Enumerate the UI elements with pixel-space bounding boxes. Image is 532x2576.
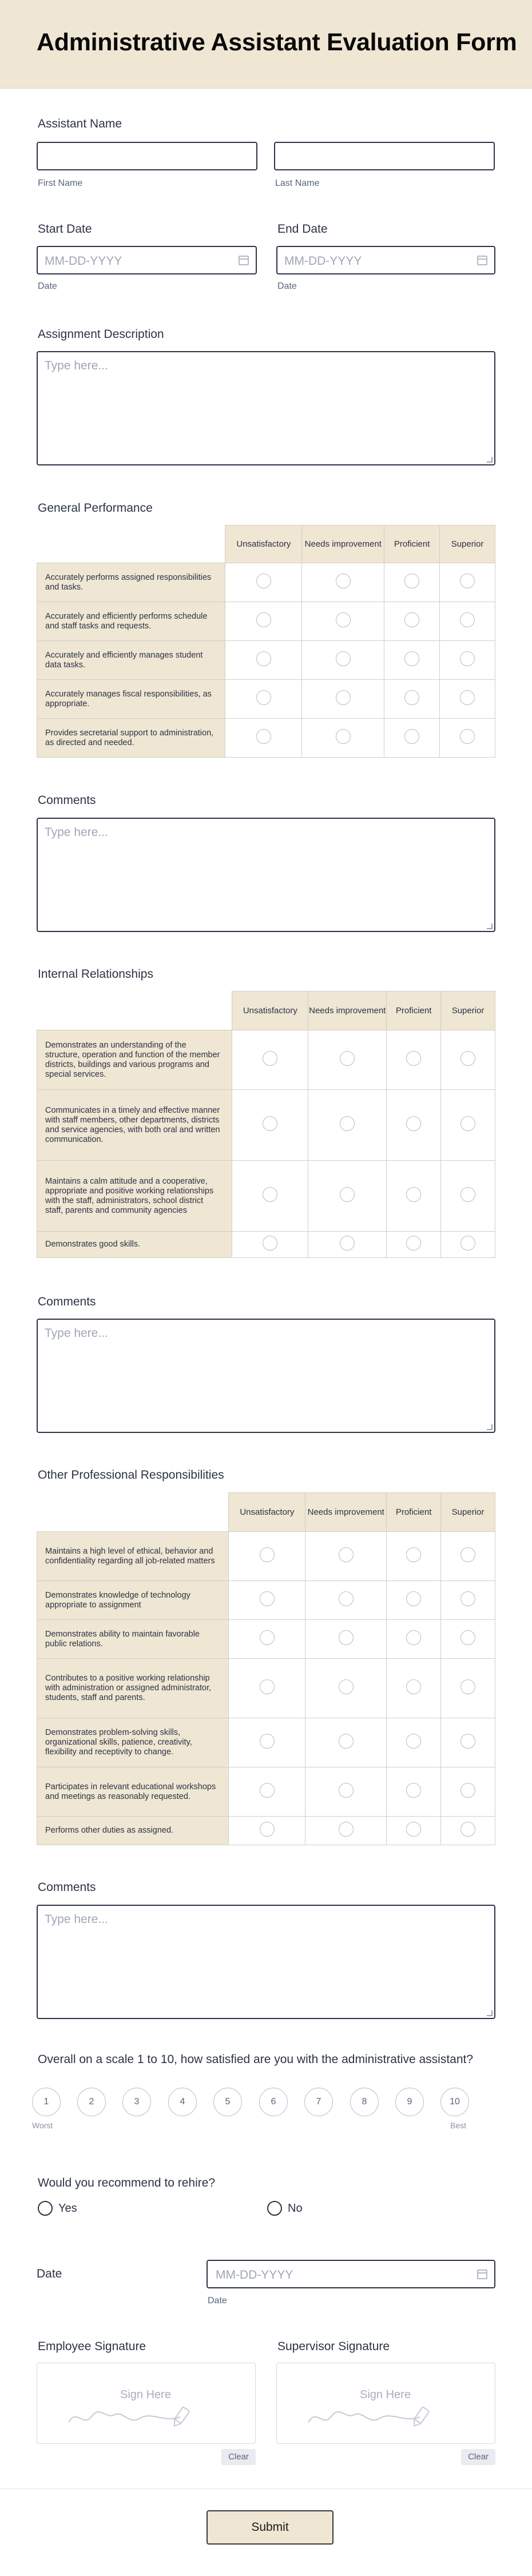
date-input[interactable] [207,2260,495,2288]
row-label: Maintains a high level of ethical, behavior and confidentiality regarding all job-related matters [37,1532,229,1581]
radio-option[interactable] [256,690,271,705]
matrix-row [37,1817,495,1845]
employee-signature-pad[interactable] [37,2363,256,2444]
row-label: Accurately performs assigned responsibilities and tasks. [37,563,225,602]
column-header: Superior [440,525,495,563]
scale-option-7[interactable]: 7 [304,2088,333,2116]
signature-scribble-icon [305,2402,454,2431]
other-responsibilities-matrix [37,1492,495,1845]
scale-option-4[interactable]: 4 [168,2088,197,2116]
radio-option[interactable] [460,729,475,744]
radio-option[interactable] [460,1591,475,1606]
supervisor-clear-button[interactable]: Clear [461,2449,495,2465]
radio-option[interactable] [460,1236,475,1251]
no-label: No [288,2202,303,2215]
date-label: Date [37,2267,62,2280]
radio-option[interactable] [339,1591,354,1606]
matrix-row [37,719,495,758]
resize-handle-icon[interactable] [487,2010,493,2016]
comments-placeholder: Type here... [45,826,108,839]
radio-option[interactable] [263,1236,277,1251]
radio-option[interactable] [339,1822,354,1837]
form-header [0,0,532,89]
radio-option[interactable] [336,574,351,588]
radio-option[interactable] [340,1187,355,1202]
radio-option[interactable] [256,729,271,744]
radio-option[interactable] [406,1051,421,1066]
calendar-icon[interactable] [477,256,487,265]
first-name-sublabel: First Name [38,178,83,188]
radio-option[interactable] [406,1734,421,1749]
signature-scribble-icon [66,2402,215,2431]
radio-option[interactable] [260,1591,275,1606]
assignment-description-label: Assignment Description [38,328,164,341]
row-label: Performs other duties as assigned. [37,1817,229,1845]
matrix-row [37,1232,495,1258]
row-label: Accurately manages fiscal responsibilities, as appropriate. [37,680,225,719]
sign-here-hint: Sign Here [120,2388,171,2401]
column-header: Unsatisfactory [225,525,302,563]
comments-label: Comments [38,1295,96,1308]
comments-placeholder: Type here... [45,1327,108,1340]
radio-option[interactable] [339,1547,354,1562]
yes-label: Yes [58,2202,77,2215]
column-header: Proficient [387,1493,441,1532]
row-label: Demonstrates good skills. [37,1232,232,1258]
comments-textarea[interactable] [37,818,495,932]
general-performance-title: General Performance [38,501,153,515]
matrix-row [37,641,495,680]
row-label: Contributes to a positive working relationship with administration or assigned administrator, students, staff and parents. [37,1659,229,1718]
rehire-no-option[interactable] [267,2200,382,2217]
last-name-input[interactable] [274,142,495,170]
column-header: Needs improvement [302,525,384,563]
scale-option-8[interactable]: 8 [350,2088,379,2116]
column-header: Superior [441,992,495,1030]
matrix-row [37,1090,495,1161]
radio-option[interactable] [460,1051,475,1066]
radio-option[interactable] [340,1116,355,1131]
scale-max-label: Best [450,2121,467,2130]
column-header: Proficient [387,992,441,1030]
radio-option[interactable] [260,1630,275,1645]
scale-option-10[interactable]: 10 [440,2088,469,2116]
radio-option[interactable] [460,1783,475,1798]
row-label: Demonstrates knowledge of technology appropriate to assignment [37,1581,229,1620]
radio-option[interactable] [404,574,419,588]
start-date-sublabel: Date [38,281,57,291]
end-date-placeholder: MM-DD-YYYY [284,254,362,268]
radio-option[interactable] [263,1116,277,1131]
last-name-sublabel: Last Name [275,178,320,188]
radio-option[interactable] [460,1547,475,1562]
radio-option[interactable] [404,651,419,666]
resize-handle-icon[interactable] [487,1424,493,1430]
radio-option[interactable] [404,729,419,744]
scale-min-label: Worst [32,2121,53,2130]
comments-placeholder: Type here... [45,1913,108,1926]
end-date-sublabel: Date [277,281,297,291]
scale-question: Overall on a scale 1 to 10, how satisfied are you with the administrative assistant? [38,2053,474,2066]
row-label: Maintains a calm attitude and a cooperative, appropriate and positive working relationships with the staff, administrators, school district staff, parents and community agencies [37,1161,232,1232]
radio-option[interactable] [460,1630,475,1645]
radio-option[interactable] [339,1630,354,1645]
sign-here-hint: Sign Here [360,2388,411,2401]
supervisor-signature-label: Supervisor Signature [277,2340,390,2353]
matrix-row [37,1767,495,1817]
radio-option[interactable] [256,574,271,588]
row-label: Accurately and efficiently performs schedule and staff tasks and requests. [37,602,225,641]
resize-handle-icon[interactable] [487,923,493,929]
general-performance-matrix [37,525,495,758]
end-date-input[interactable] [276,246,495,274]
matrix-row [37,680,495,719]
radio-option[interactable] [260,1679,275,1694]
start-date-input[interactable] [37,246,257,274]
row-label: Accurately and efficiently manages student data tasks. [37,641,225,680]
radio-option[interactable] [406,1822,421,1837]
radio-option[interactable] [260,1822,275,1837]
radio-option[interactable] [460,1734,475,1749]
radio-option[interactable] [339,1783,354,1798]
radio-option[interactable] [460,690,475,705]
row-label: Demonstrates an understanding of the structure, operation and function of the member districts, buildings and various programs and special services. [37,1030,232,1090]
radio-option[interactable] [404,612,419,627]
rehire-question: Would you recommend to rehire? [38,2176,216,2189]
radio-option[interactable] [460,1187,475,1202]
scale-option-3[interactable]: 3 [122,2088,151,2116]
radio-option[interactable] [340,1051,355,1066]
column-header: Unsatisfactory [229,1493,305,1532]
employee-signature-label: Employee Signature [38,2340,146,2353]
radio-option[interactable] [336,729,351,744]
scale-option-6[interactable]: 6 [259,2088,288,2116]
radio-option[interactable] [460,574,475,588]
scale-option-9[interactable]: 9 [395,2088,424,2116]
radio-option[interactable] [406,1630,421,1645]
radio-option[interactable] [340,1236,355,1251]
comments-label: Comments [38,794,96,807]
first-name-input[interactable] [37,142,257,170]
radio-option[interactable] [406,1591,421,1606]
scale-option-1[interactable]: 1 [32,2088,61,2116]
scale-option-5[interactable]: 5 [213,2088,242,2116]
submit-button[interactable]: Submit [207,2510,334,2545]
radio-option[interactable] [460,612,475,627]
comments-textarea[interactable] [37,1905,495,2019]
comments-textarea[interactable] [37,1319,495,1433]
radio-yes[interactable] [38,2201,53,2216]
matrix-row [37,1532,495,1581]
column-header: Needs improvement [305,1493,387,1532]
radio-option[interactable] [406,1547,421,1562]
scale-option-2[interactable]: 2 [77,2088,106,2116]
radio-option[interactable] [339,1734,354,1749]
date-placeholder: MM-DD-YYYY [216,2268,293,2282]
column-header: Needs improvement [308,992,387,1030]
assignment-placeholder: Type here... [45,359,108,372]
employee-clear-button[interactable]: Clear [221,2449,256,2465]
radio-option[interactable] [460,651,475,666]
resize-handle-icon[interactable] [487,457,493,463]
radio-option[interactable] [339,1679,354,1694]
other-responsibilities-title: Other Professional Responsibilities [38,1468,224,1482]
radio-option[interactable] [460,1822,475,1837]
matrix-row [37,1030,495,1090]
assistant-name-label: Assistant Name [38,117,122,130]
form-title: Administrative Assistant Evaluation Form [37,29,517,56]
assignment-description-textarea[interactable] [37,351,495,465]
radio-option[interactable] [336,690,351,705]
matrix-row [37,1161,495,1232]
internal-relationships-title: Internal Relationships [38,968,153,981]
matrix-row [37,1659,495,1718]
row-label: Demonstrates ability to maintain favorable public relations. [37,1620,229,1659]
calendar-icon[interactable] [477,2270,487,2279]
column-header: Superior [441,1493,495,1532]
radio-option[interactable] [336,612,351,627]
radio-option[interactable] [406,1679,421,1694]
radio-option[interactable] [260,1547,275,1562]
radio-option[interactable] [460,1679,475,1694]
matrix-row [37,1581,495,1620]
row-label: Demonstrates problem-solving skills, organizational skills, patience, creativity, flexibility and receptivity to change. [37,1718,229,1767]
radio-option[interactable] [404,690,419,705]
radio-option[interactable] [406,1116,421,1131]
radio-option[interactable] [406,1783,421,1798]
radio-option[interactable] [260,1783,275,1798]
start-date-label: Start Date [38,222,92,236]
comments-label: Comments [38,1881,96,1894]
internal-relationships-matrix [37,991,495,1258]
matrix-row [37,602,495,641]
rehire-yes-option[interactable] [38,2200,152,2217]
radio-option[interactable] [406,1187,421,1202]
radio-no[interactable] [267,2201,282,2216]
radio-option[interactable] [263,1051,277,1066]
radio-option[interactable] [263,1187,277,1202]
matrix-row [37,563,495,602]
matrix-row [37,1620,495,1659]
radio-option[interactable] [336,651,351,666]
column-header: Proficient [384,525,440,563]
calendar-icon[interactable] [239,256,249,265]
end-date-label: End Date [277,222,328,236]
matrix-row [37,1718,495,1767]
date-sublabel: Date [208,2296,227,2306]
radio-option[interactable] [256,651,271,666]
radio-option[interactable] [460,1116,475,1131]
row-label: Provides secretarial support to administration, as directed and needed. [37,719,225,758]
start-date-placeholder: MM-DD-YYYY [45,254,122,268]
radio-option[interactable] [406,1236,421,1251]
row-label: Communicates in a timely and effective manner with staff members, other departments, districts and service agencies, with both oral and written communication. [37,1090,232,1161]
supervisor-signature-pad[interactable] [276,2363,495,2444]
radio-option[interactable] [256,612,271,627]
radio-option[interactable] [260,1734,275,1749]
column-header: Unsatisfactory [232,992,308,1030]
row-label: Participates in relevant educational workshops and meetings as reasonably requested. [37,1767,229,1817]
